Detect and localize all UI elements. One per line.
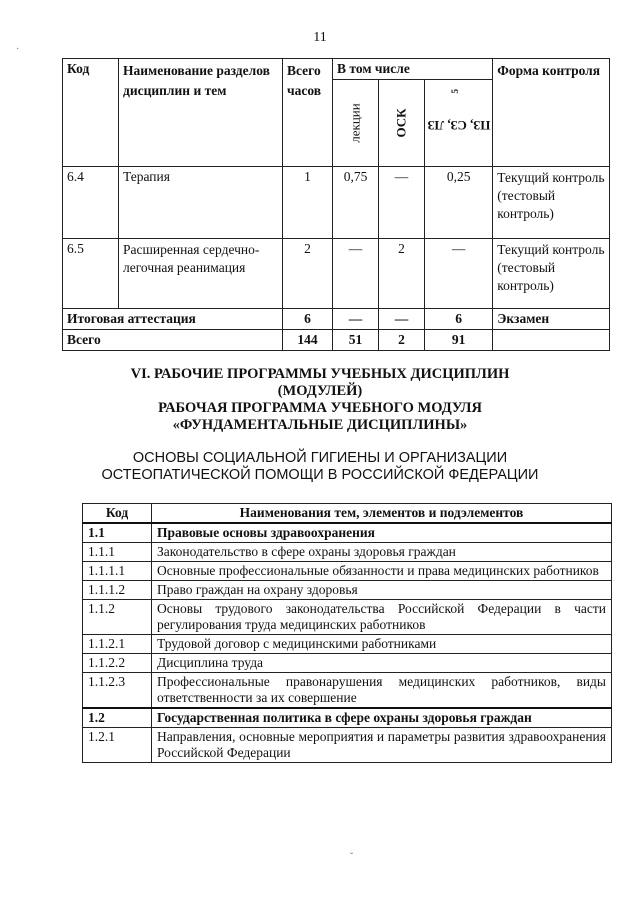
table-row: 1.1.2 Основы трудового законодательства Российской Федерации в части регулирования труда медицинских работников — [83, 600, 612, 635]
topics-table-header — [83, 504, 612, 524]
col-including-header: В том числе — [333, 59, 493, 80]
page-number: 11 — [313, 30, 327, 45]
col-osk-header: ОСК — [379, 80, 425, 167]
table-row: 1.1 Правовые основы здравоохранения — [83, 523, 612, 543]
section-title-line2: (МОДУЛЕЙ) — [277, 383, 363, 399]
hours-table — [62, 58, 610, 351]
subtitle-line1: ОСНОВЫ СОЦИАЛЬНОЙ ГИГИЕНЫ И ОРГАНИЗАЦИИ — [132, 450, 508, 466]
table-row: 1.2.1 Направления, основные мероприятия и параметры развития здравоохранения Российской Федерации — [83, 728, 612, 763]
section-title-line4: «ФУНДАМЕНТАЛЬНЫЕ ДИСЦИПЛИНЫ» — [172, 417, 468, 433]
section-title-line1: VI. РАБОЧИЕ ПРОГРАММЫ УЧЕБНЫХ ДИСЦИПЛИН — [130, 366, 510, 382]
table-row: 6.5 Расширенная сердечно-легочная реанимация 2 — 2 — Текущий контроль (тестовый контроль) — [63, 239, 610, 309]
total-row: Всего 144 51 2 91 — [63, 330, 610, 351]
topics-name-header: Наименования тем, элементов и подэлементов — [152, 504, 612, 524]
table-row: 1.1.1.2 Право граждан на охрану здоровья — [83, 581, 612, 600]
table-row: 1.1.1 Законодательство в сфере охраны здоровья граждан — [83, 543, 612, 562]
table-row: 1.2 Государственная политика в сфере охраны здоровья граждан — [83, 708, 612, 728]
hours-table-header — [63, 59, 610, 80]
col-pz-header: ПЗ, СЗ, $ЛЗ^5$ — [425, 80, 493, 167]
final-attestation-row: Итоговая аттестация 6 — — 6 Экзамен — [63, 309, 610, 330]
table-row: 1.1.2.3 Профессиональные правонарушения медицинских работников, виды ответственности за их совершение — [83, 673, 612, 709]
scan-speck: · — [16, 44, 20, 55]
col-lectures-header: лекции — [333, 80, 379, 167]
section-title-line3: РАБОЧАЯ ПРОГРАММА УЧЕБНОГО МОДУЛЯ — [158, 400, 482, 416]
table-row: 1.1.1.1 Основные профессиональные обязанности и права медицинских работников — [83, 562, 612, 581]
table-row: 1.1.2.1 Трудовой договор с медицинскими работниками — [83, 635, 612, 654]
col-name-header: Наименование разделов дисциплин и тем — [119, 59, 283, 167]
topics-code-header: Код — [83, 504, 152, 524]
col-code-header: Код — [63, 59, 119, 167]
table-row: 1.1.2.2 Дисциплина труда — [83, 654, 612, 673]
col-form-header: Форма контроля — [493, 59, 610, 167]
col-total-header: Всего часов — [283, 59, 333, 167]
table-row: 6.4 Терапия 1 0,75 — 0,25 Текущий контроль (тестовый контроль) — [63, 167, 610, 239]
subtitle-line2: ОСТЕОПАТИЧЕСКОЙ ПОМОЩИ В РОССИЙСКОЙ ФЕДЕРАЦИИ — [101, 467, 539, 483]
scan-speck: ˇ — [350, 852, 354, 863]
topics-table — [82, 503, 612, 763]
